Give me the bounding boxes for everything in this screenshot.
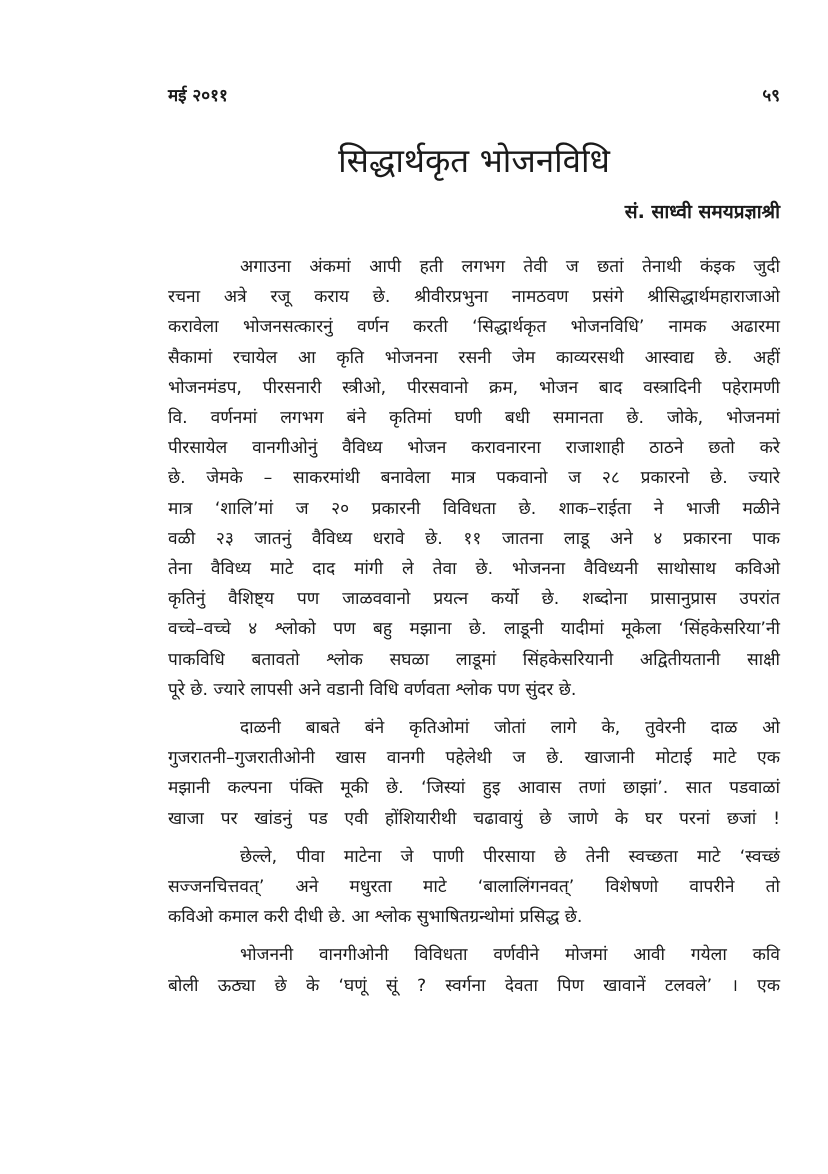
text-line: कविओ कमाल करी दीधी छे. आ श्लोक सुभाषितग्रन्थोमां प्रसिद्ध छे.: [168, 907, 583, 928]
text-line: मझानी कल्पना पंक्ति मूकी छे. ‘जिस्यां हुइ आवास तणां छाझां’. सात पडवाळां: [168, 778, 780, 799]
article-body: [168, 252, 780, 1009]
text-line: कृतिनुं वैशिष्ट्य पण जाळववानो प्रयत्न कर्यो छे. शब्दोना प्रासानुप्रास उपरांत: [168, 589, 780, 610]
paragraph: [168, 713, 780, 834]
running-header: [168, 83, 780, 107]
article-title: सिद्धार्थकृत भोजनविधि: [338, 141, 610, 180]
text-line: बोली ऊठ्या छे के ‘घणूं सूं ? स्वर्गना देवता पिण खावानें टलवले’ । एक: [168, 975, 780, 996]
text-line: पीरसायेल वानगीओनुं वैविध्य भोजन करावनारना राजाशाही ठाठने छतो करे: [168, 438, 780, 459]
text-line: करावेला भोजनसत्कारनुं वर्णन करती ‘सिद्धार्थकृत भोजनविधि’ नामक अढारमा: [168, 317, 780, 338]
text-line: मात्र ‘शालि’मां ज २० प्रकारनी विविधता छे. शाक–राईता ने भाजी मळीने: [168, 498, 780, 519]
text-line: तेना वैविध्य माटे दाद मांगी ले तेवा छे. भोजनना वैविध्यनी साथोसाथ कविओ: [168, 559, 780, 580]
text-line: दाळनी बाबते बंने कृतिओमां जोतां लागे के, तुवेरनी दाळ ओ: [240, 718, 780, 739]
article-author: सं. साध्वी समयप्रज्ञाश्री: [624, 201, 780, 223]
text-line: रचना अत्रे रजू कराय छे. श्रीवीरप्रभुना नामठवण प्रसंगे श्रीसिद्धार्थमहाराजाओ: [168, 287, 780, 308]
text-line: पाकविधि बतावतो श्लोक सघळा लाडूमां सिंहकेसरियानी अद्वितीयतानी साक्षी: [168, 649, 780, 670]
text-line: वि. वर्णनमां लगभग बंने कृतिमां घणी बधी समानता छे. जोके, भोजनमां: [168, 408, 780, 429]
text-line: छे. जेमके – साकरमांथी बनावेला मात्र पकवानो ज २८ प्रकारनो छे. ज्यारे: [168, 468, 780, 489]
text-line: छेल्ले, पीवा माटेना जे पाणी पीरसाया छे तेनी स्वच्छता माटे ‘स्वच्छं: [240, 846, 780, 867]
text-line: खाजा पर खांडनुं पड एवी होंशियारीथी चढावायुं छे जाणे के घर परनां छजां !: [168, 808, 780, 829]
issue-date: मई २०११: [168, 86, 228, 106]
text-line: वच्चे–वच्चे ४ श्लोको पण बहु मझाना छे. लाडूनी यादीमां मूकेला ‘सिंहकेसरिया’नी: [168, 619, 780, 640]
text-line: गुजरातनी–गुजरातीओनी खास वानगी पहेलेथी ज छे. खाजानी मोटाई माटे एक: [168, 748, 780, 769]
paragraph: [168, 842, 780, 933]
text-line: सैकामां रचायेल आ कृति भोजनना रसनी जेम काव्यरसथी आस्वाद्य छे. अहीं: [168, 347, 780, 368]
paragraph: [168, 252, 780, 705]
text-line: सज्जनचित्तवत्’ अने मधुरता माटे ‘बालालिंगनवत्’ विशेषणो वापरीने तो: [168, 877, 780, 898]
text-line: भोजनमंडप, पीरसनारी स्त्रीओ, पीरसवानो क्रम, भोजन बाद वस्त्रादिनी पहेरामणी: [168, 377, 780, 398]
text-line: वळी २३ जातनुं वैविध्य धरावे छे. ११ जातना लाडू अने ४ प्रकारना पाक: [168, 528, 780, 549]
text-line: अगाउना अंकमां आपी हती लगभग तेवी ज छतां तेनाथी कंइक जुदी: [240, 257, 780, 277]
paragraph: [168, 940, 780, 1000]
text-line: भोजननी वानगीओनी विविधता वर्णवीने मोजमां आवी गयेला कवि: [240, 945, 780, 966]
page-number: ५९: [762, 86, 780, 106]
text-line: पूरे छे. ज्यारे लापसी अने वडानी विधि वर्णवता श्लोक पण सुंदर छे.: [168, 679, 577, 700]
